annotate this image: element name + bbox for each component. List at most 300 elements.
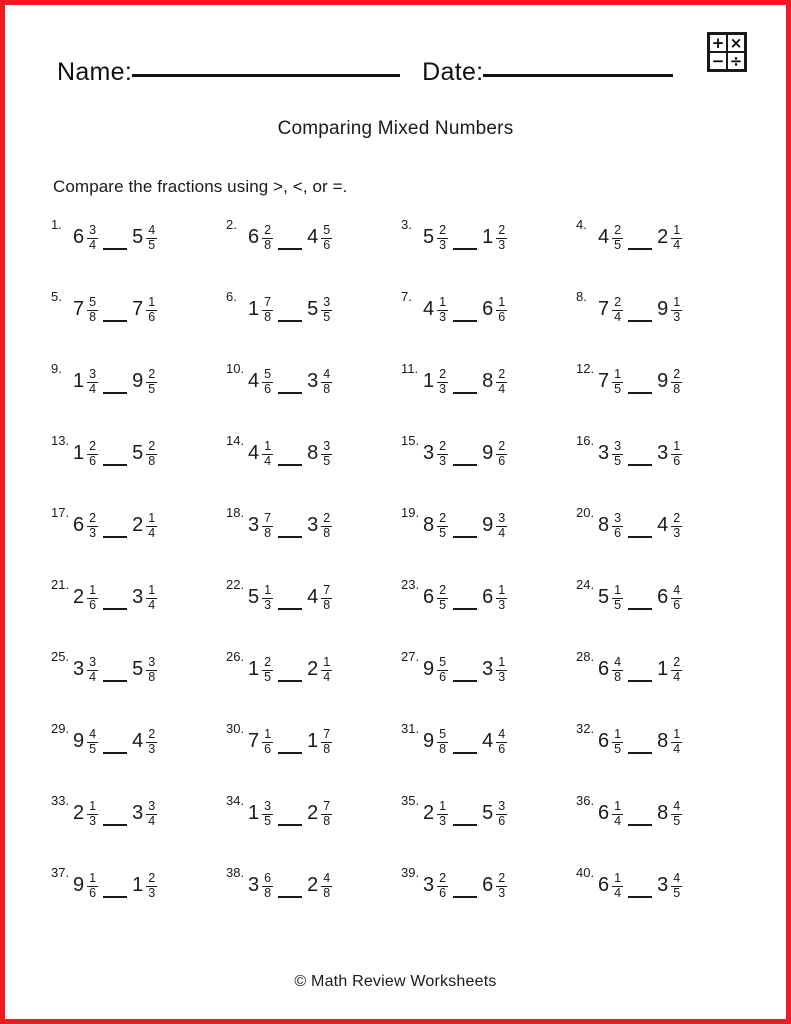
numerator: 3 [148, 799, 156, 813]
whole-part: 5 [423, 226, 435, 248]
problem-expression [73, 871, 157, 900]
denominator: 3 [148, 742, 156, 757]
answer-blank[interactable] [453, 655, 477, 682]
answer-blank[interactable] [103, 583, 127, 610]
numerator: 7 [323, 799, 331, 813]
answer-blank[interactable] [103, 367, 127, 394]
whole-part: 4 [307, 226, 319, 248]
problem-cell [397, 357, 572, 429]
problem-number: 36. [576, 793, 595, 808]
whole-part: 9 [423, 658, 435, 680]
whole-part: 2 [307, 658, 319, 680]
mixed-number-a [248, 871, 273, 900]
numerator: 2 [148, 871, 156, 885]
mixed-number-b [132, 367, 157, 396]
denominator: 5 [614, 382, 622, 397]
denominator: 5 [89, 742, 97, 757]
whole-part: 3 [132, 802, 144, 824]
whole-part: 8 [657, 802, 669, 824]
numerator: 1 [264, 439, 272, 453]
numerator: 2 [439, 511, 447, 525]
numerator: 2 [439, 223, 447, 237]
numerator: 7 [264, 295, 272, 309]
mixed-number-b [132, 295, 157, 324]
whole-part: 3 [423, 874, 435, 896]
denominator: 6 [89, 886, 97, 901]
answer-blank[interactable] [453, 439, 477, 466]
problem-cell [47, 573, 222, 645]
problems-grid [47, 213, 747, 933]
numerator: 7 [323, 583, 331, 597]
problem-expression [598, 511, 682, 540]
denominator: 5 [673, 886, 681, 901]
mixed-number-b [307, 511, 332, 540]
fraction-part [262, 656, 273, 685]
fraction-part [146, 440, 157, 469]
denominator: 4 [323, 670, 331, 685]
mixed-number-b [307, 223, 332, 252]
problem-number: 13. [51, 433, 70, 448]
whole-part: 1 [248, 658, 260, 680]
problem-cell [397, 717, 572, 789]
numerator: 1 [673, 223, 681, 237]
answer-blank[interactable] [453, 871, 477, 898]
denominator: 5 [673, 814, 681, 829]
fraction-part [612, 512, 623, 541]
fraction-part [496, 296, 507, 325]
problem-expression [248, 583, 332, 612]
problem-expression [423, 295, 507, 324]
answer-blank[interactable] [103, 295, 127, 322]
problem-cell [222, 357, 397, 429]
denominator: 5 [148, 382, 156, 397]
numerator: 4 [673, 871, 681, 885]
numerator: 1 [89, 871, 97, 885]
mixed-number-a [598, 223, 623, 252]
mixed-number-a [598, 295, 623, 324]
numerator: 1 [498, 583, 506, 597]
whole-part: 3 [248, 514, 260, 536]
denominator: 3 [148, 886, 156, 901]
denominator: 3 [498, 886, 506, 901]
problem-number: 32. [576, 721, 595, 736]
numerator: 1 [148, 511, 156, 525]
whole-part: 3 [657, 442, 669, 464]
whole-part: 9 [657, 370, 669, 392]
mixed-number-b [132, 655, 157, 684]
answer-blank[interactable] [628, 583, 652, 610]
mixed-number-a [73, 871, 98, 900]
answer-blank[interactable] [278, 799, 302, 826]
numerator: 2 [264, 655, 272, 669]
date-input-rule[interactable] [483, 73, 673, 77]
mixed-number-b [132, 511, 157, 540]
fraction-part [87, 224, 98, 253]
problem-cell [47, 357, 222, 429]
problem-number: 19. [401, 505, 420, 520]
problem-expression [598, 655, 682, 684]
denominator: 6 [673, 454, 681, 469]
whole-part: 5 [307, 298, 319, 320]
answer-blank[interactable] [628, 727, 652, 754]
fraction-part [612, 872, 623, 901]
fraction-part [437, 728, 448, 757]
problem-cell [397, 789, 572, 861]
fraction-part [671, 584, 682, 613]
problem-cell [47, 645, 222, 717]
answer-blank[interactable] [628, 367, 652, 394]
mixed-number-b [657, 295, 682, 324]
problem-cell [397, 573, 572, 645]
denominator: 3 [673, 310, 681, 325]
numerator: 2 [439, 583, 447, 597]
whole-part: 9 [73, 874, 85, 896]
name-field[interactable] [57, 58, 400, 87]
answer-blank[interactable] [103, 871, 127, 898]
denominator: 4 [614, 886, 622, 901]
problem-expression [248, 295, 332, 324]
mixed-number-b [132, 583, 157, 612]
fraction-part [87, 656, 98, 685]
denominator: 4 [498, 382, 506, 397]
problem-cell [222, 429, 397, 501]
denominator: 5 [148, 238, 156, 253]
mixed-number-b [657, 655, 682, 684]
problem-cell [572, 501, 747, 573]
denominator: 6 [498, 814, 506, 829]
problem-cell [47, 501, 222, 573]
problem-cell [572, 429, 747, 501]
fraction-part [321, 512, 332, 541]
numerator: 5 [323, 223, 331, 237]
problem-expression [73, 439, 157, 468]
denominator: 6 [498, 454, 506, 469]
whole-part: 2 [423, 802, 435, 824]
whole-part: 7 [248, 730, 260, 752]
answer-blank[interactable] [628, 871, 652, 898]
problem-expression [598, 439, 682, 468]
problem-expression [73, 295, 157, 324]
problem-number: 29. [51, 721, 70, 736]
denominator: 3 [498, 598, 506, 613]
denominator: 4 [89, 238, 97, 253]
problem-expression [423, 583, 507, 612]
numerator: 2 [498, 367, 506, 381]
problem-expression [423, 511, 507, 540]
whole-part: 7 [598, 298, 610, 320]
mixed-number-a [423, 511, 448, 540]
whole-part: 4 [132, 730, 144, 752]
answer-blank[interactable] [453, 799, 477, 826]
answer-blank[interactable] [628, 295, 652, 322]
answer-blank[interactable] [278, 511, 302, 538]
denominator: 3 [673, 526, 681, 541]
mixed-number-b [482, 583, 507, 612]
fraction-part [437, 224, 448, 253]
mixed-number-b [657, 511, 682, 540]
fraction-part [496, 872, 507, 901]
denominator: 6 [89, 598, 97, 613]
whole-part: 6 [598, 658, 610, 680]
mixed-number-a [248, 367, 273, 396]
answer-blank[interactable] [453, 727, 477, 754]
mixed-number-b [307, 295, 332, 324]
problem-row [47, 861, 747, 933]
fraction-part [671, 296, 682, 325]
mixed-number-b [307, 655, 332, 684]
numerator: 1 [264, 583, 272, 597]
answer-blank[interactable] [103, 655, 127, 682]
fraction-part [612, 656, 623, 685]
problem-cell [572, 213, 747, 285]
fraction-part [437, 656, 448, 685]
problem-number: 33. [51, 793, 70, 808]
denominator: 8 [323, 742, 331, 757]
problem-cell [47, 861, 222, 933]
fraction-part [321, 656, 332, 685]
problem-number: 1. [51, 217, 62, 232]
fraction-part [146, 224, 157, 253]
mixed-number-a [423, 727, 448, 756]
mixed-number-a [248, 583, 273, 612]
fraction-part [321, 440, 332, 469]
mixed-number-a [73, 583, 98, 612]
denominator: 5 [323, 310, 331, 325]
answer-blank[interactable] [453, 223, 477, 250]
fraction-part [146, 728, 157, 757]
minus-icon: − [709, 52, 727, 70]
denominator: 6 [498, 742, 506, 757]
problem-cell [47, 429, 222, 501]
problem-expression [248, 439, 332, 468]
answer-blank[interactable] [103, 799, 127, 826]
denominator: 5 [323, 454, 331, 469]
mixed-number-b [657, 871, 682, 900]
problem-expression [73, 583, 157, 612]
mixed-number-b [307, 583, 332, 612]
fraction-part [87, 512, 98, 541]
mixed-number-a [248, 439, 273, 468]
answer-blank[interactable] [278, 367, 302, 394]
fraction-part [496, 584, 507, 613]
fraction-part [496, 368, 507, 397]
whole-part: 7 [73, 298, 85, 320]
problem-expression [598, 367, 682, 396]
fraction-part [321, 728, 332, 757]
whole-part: 9 [73, 730, 85, 752]
problem-expression [73, 367, 157, 396]
fraction-part [321, 368, 332, 397]
fraction-part [671, 368, 682, 397]
mixed-number-a [73, 655, 98, 684]
answer-blank[interactable] [628, 223, 652, 250]
numerator: 1 [614, 727, 622, 741]
mixed-number-b [482, 655, 507, 684]
denominator: 8 [439, 742, 447, 757]
problem-cell [397, 861, 572, 933]
whole-part: 6 [598, 874, 610, 896]
fraction-part [612, 584, 623, 613]
denominator: 6 [614, 526, 622, 541]
problem-number: 21. [51, 577, 70, 592]
denominator: 3 [439, 454, 447, 469]
mixed-number-a [73, 511, 98, 540]
answer-blank[interactable] [278, 727, 302, 754]
problem-number: 22. [226, 577, 245, 592]
whole-part: 6 [73, 226, 85, 248]
mixed-number-a [598, 367, 623, 396]
mixed-number-a [248, 799, 273, 828]
fraction-part [321, 872, 332, 901]
numerator: 2 [614, 295, 622, 309]
problem-number: 26. [226, 649, 245, 664]
whole-part: 9 [132, 370, 144, 392]
whole-part: 3 [73, 658, 85, 680]
problem-cell [572, 357, 747, 429]
denominator: 4 [89, 670, 97, 685]
denominator: 3 [439, 310, 447, 325]
numerator: 4 [673, 583, 681, 597]
problem-number: 38. [226, 865, 245, 880]
problem-number: 12. [576, 361, 595, 376]
numerator: 7 [323, 727, 331, 741]
whole-part: 9 [423, 730, 435, 752]
fraction-part [612, 440, 623, 469]
answer-blank[interactable] [628, 439, 652, 466]
denominator: 5 [614, 238, 622, 253]
denominator: 4 [614, 814, 622, 829]
footer-credit: © Math Review Worksheets [294, 973, 497, 990]
fraction-part [262, 728, 273, 757]
numerator: 6 [264, 871, 272, 885]
problem-number: 40. [576, 865, 595, 880]
whole-part: 8 [482, 370, 494, 392]
whole-part: 5 [132, 226, 144, 248]
mixed-number-a [423, 799, 448, 828]
mixed-number-b [307, 871, 332, 900]
problem-row [47, 789, 747, 861]
answer-blank[interactable] [453, 295, 477, 322]
whole-part: 4 [598, 226, 610, 248]
numerator: 1 [439, 295, 447, 309]
fraction-part [437, 872, 448, 901]
fraction-part [262, 512, 273, 541]
problem-expression [73, 655, 157, 684]
answer-blank[interactable] [278, 655, 302, 682]
answer-blank[interactable] [278, 871, 302, 898]
problem-number: 16. [576, 433, 595, 448]
answer-blank[interactable] [453, 583, 477, 610]
fraction-part [496, 512, 507, 541]
denominator: 6 [673, 598, 681, 613]
denominator: 6 [264, 742, 272, 757]
denominator: 3 [89, 526, 97, 541]
problem-number: 5. [51, 289, 62, 304]
fraction-part [87, 728, 98, 757]
fraction-part [496, 440, 507, 469]
problem-number: 30. [226, 721, 245, 736]
problem-cell [47, 789, 222, 861]
fraction-part [87, 872, 98, 901]
answer-blank[interactable] [628, 799, 652, 826]
problem-number: 4. [576, 217, 587, 232]
answer-blank[interactable] [453, 511, 477, 538]
whole-part: 5 [248, 586, 260, 608]
problem-cell [397, 285, 572, 357]
answer-blank[interactable] [628, 511, 652, 538]
numerator: 1 [614, 871, 622, 885]
problem-expression [248, 511, 332, 540]
denominator: 3 [439, 238, 447, 253]
answer-blank[interactable] [453, 367, 477, 394]
fraction-part [671, 656, 682, 685]
mixed-number-a [248, 223, 273, 252]
fraction-part [87, 800, 98, 829]
numerator: 3 [148, 655, 156, 669]
problem-expression [248, 223, 332, 252]
problem-row [47, 357, 747, 429]
problem-number: 10. [226, 361, 245, 376]
mixed-number-a [73, 367, 98, 396]
name-input-rule[interactable] [132, 73, 400, 77]
answer-blank[interactable] [103, 727, 127, 754]
mixed-number-b [132, 439, 157, 468]
whole-part: 4 [248, 442, 260, 464]
problem-number: 25. [51, 649, 70, 664]
numerator: 4 [498, 727, 506, 741]
problem-cell [572, 789, 747, 861]
answer-blank[interactable] [278, 223, 302, 250]
date-field[interactable] [422, 58, 673, 87]
whole-part: 1 [248, 298, 260, 320]
denominator: 6 [439, 886, 447, 901]
answer-blank[interactable] [278, 439, 302, 466]
answer-blank[interactable] [278, 583, 302, 610]
answer-blank[interactable] [628, 655, 652, 682]
fraction-part [146, 872, 157, 901]
whole-part: 5 [598, 586, 610, 608]
answer-blank[interactable] [103, 439, 127, 466]
numerator: 5 [439, 655, 447, 669]
whole-part: 6 [482, 298, 494, 320]
mixed-number-b [657, 727, 682, 756]
mixed-number-a [598, 727, 623, 756]
whole-part: 5 [482, 802, 494, 824]
problem-cell [47, 285, 222, 357]
denominator: 3 [498, 238, 506, 253]
denominator: 4 [614, 310, 622, 325]
denominator: 6 [498, 310, 506, 325]
whole-part: 1 [248, 802, 260, 824]
mixed-number-a [248, 295, 273, 324]
numerator: 1 [148, 583, 156, 597]
denominator: 5 [614, 598, 622, 613]
problem-number: 11. [401, 361, 419, 376]
problem-expression [423, 799, 507, 828]
answer-blank[interactable] [278, 295, 302, 322]
mixed-number-b [657, 223, 682, 252]
mixed-number-b [482, 511, 507, 540]
numerator: 1 [614, 799, 622, 813]
problem-number: 39. [401, 865, 420, 880]
answer-blank[interactable] [103, 223, 127, 250]
mixed-number-a [423, 655, 448, 684]
problem-cell [47, 213, 222, 285]
problem-cell [222, 501, 397, 573]
answer-blank[interactable] [103, 511, 127, 538]
numerator: 3 [89, 367, 97, 381]
fraction-part [496, 656, 507, 685]
